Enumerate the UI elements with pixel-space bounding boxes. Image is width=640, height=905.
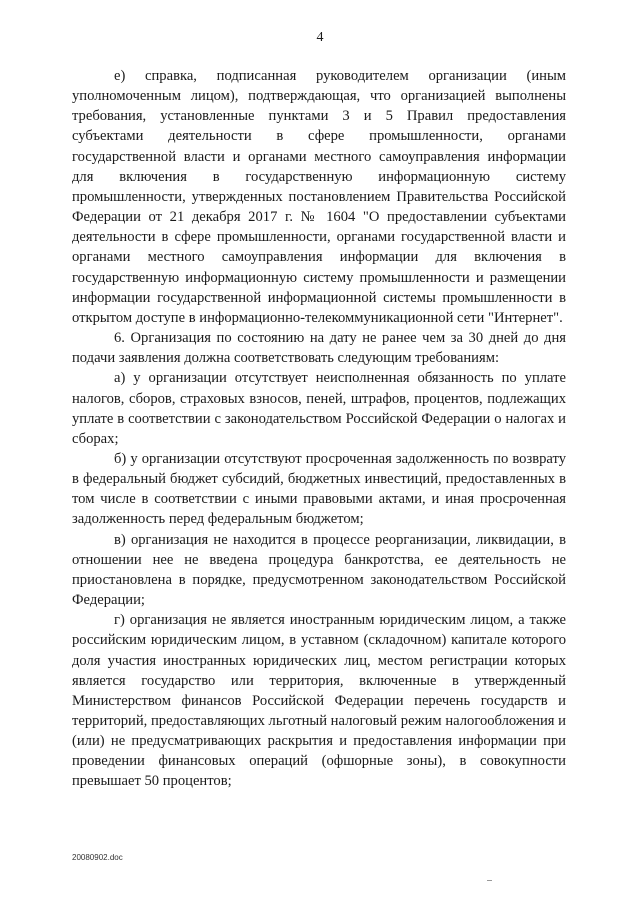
paragraph-a-taxes: а) у организации отсутствует неисполненная обязанность по уплате налогов, сборов, страховых взносов, пеней, штрафов, процентов, подлежащих уплате в соответствии с законодательством Российской Федерации о налогах и сборах; bbox=[72, 370, 566, 447]
paragraph-g-foreign-entity: г) организация не является иностранным юридическим лицом, а также российским юридическим лицом, в уставном (складочном) капитале которого доля участия иностранных юридических лиц, местом регистрации которых является государство или территория, включенные в утвержденный Министерством финансов Российской Федерации перечень государств и территорий, предоставляющих льготный налоговый режим налогообложения и (или) не предусматривающих раскрытия и предоставления информации при проведении финансовых операций (офшорные зоны), в совокупности превышает 50 процентов; bbox=[72, 612, 566, 790]
footer-file-code: 20080902.doc bbox=[72, 853, 123, 862]
paragraph-v-reorganization: в) организация не находится в процессе реорганизации, ликвидации, в отношении нее не введена процедура банкротства, ее деятельность не приостановлена в порядке, предусмотренном законодательством Российской Федерации; bbox=[72, 531, 566, 609]
paragraph-e-certificate: е) справка, подписанная руководителем организации (иным уполномоченным лицом), подтверждающая, что организацией выполнены требования, установленные пунктами 3 и 5 Правил предоставления субъектами деятельности в сфере промышленности, органами государственной власти и органами местного самоуправления информации для включения в государственную информационную систему промышленности, утвержденных постановлением Правительства Российской Федерации от 21 декабря 2017 г. № 1604 "О предоставлении субъектами деятельности в сфере промышленности, органами государственной власти и органами местного самоуправления информации для включения в государственную информационную систему промышленности и размещении информации государственной информационной системы промышленности в открытом доступе в информационно-телекоммуникационной сети "Интернет". bbox=[72, 68, 566, 326]
page-number: 4 bbox=[316, 30, 324, 45]
scan-artifact bbox=[487, 880, 492, 881]
document-body bbox=[72, 66, 566, 792]
paragraph-6-requirements: 6. Организация по состоянию на дату не ранее чем за 30 дней до дня подачи заявления должна соответствовать следующим требованиям: bbox=[72, 330, 566, 367]
paragraph-b-budget-debt: б) у организации отсутствуют просроченная задолженность по возврату в федеральный бюджет субсидий, бюджетных инвестиций, предоставленных в том числе в соответствии с иными правовыми актами, и иная просроченная задолженность перед федеральным бюджетом; bbox=[72, 450, 566, 528]
